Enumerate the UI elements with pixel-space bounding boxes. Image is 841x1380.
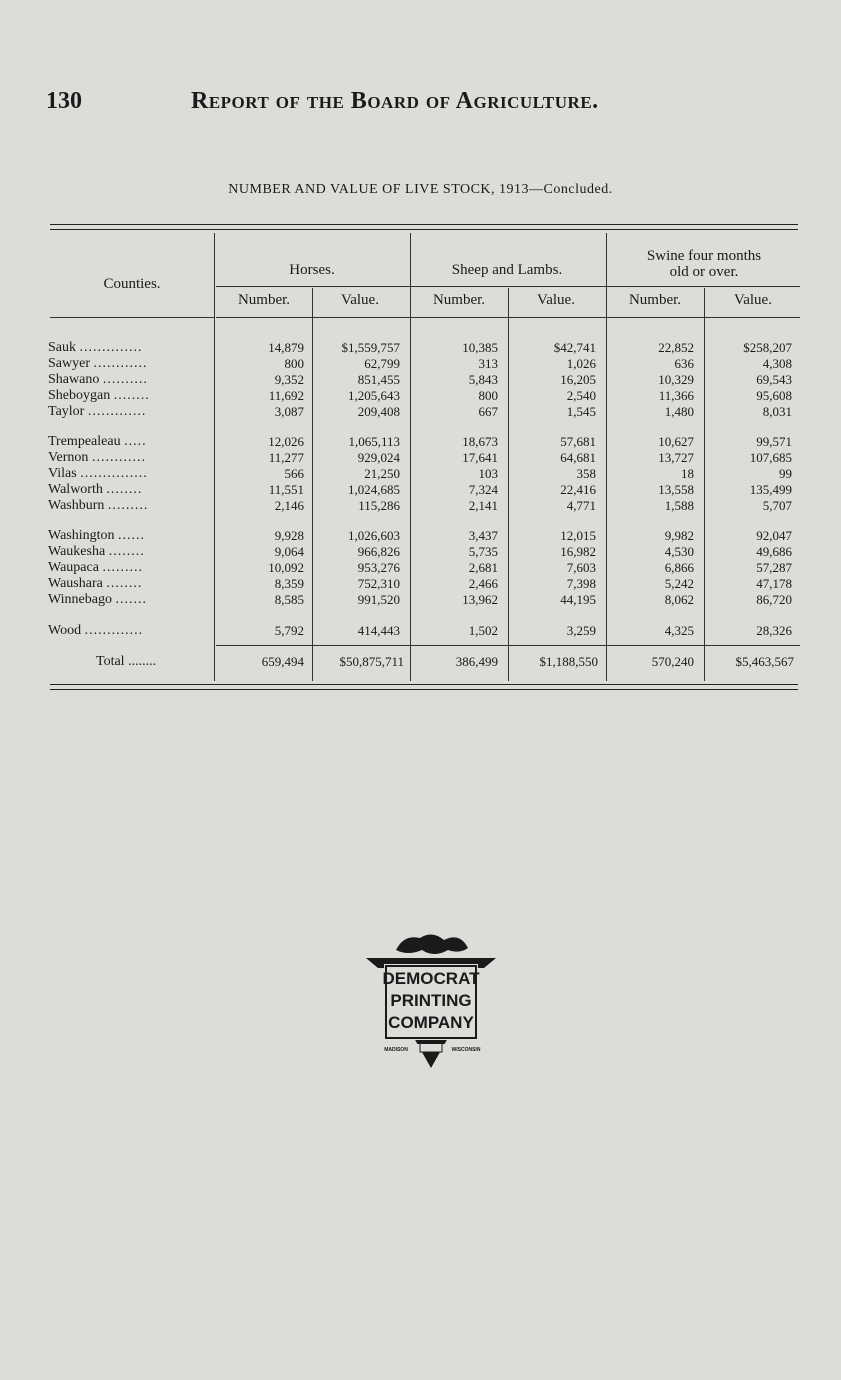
cell: 69,543 — [756, 372, 792, 387]
cell: 11,551 — [268, 482, 304, 497]
cell: 4,308 — [762, 356, 792, 371]
cell: 13,962 — [462, 592, 498, 607]
cell: 10,385 — [462, 340, 498, 355]
table-row-county: Washington ...... — [48, 528, 146, 543]
cell: 8,062 — [664, 592, 694, 607]
cell: 11,692 — [268, 388, 304, 403]
cell: 14,879 — [268, 340, 304, 355]
cell: 800 — [478, 388, 498, 403]
header-counties: Counties. — [103, 276, 161, 292]
cell: 16,205 — [560, 372, 596, 387]
cell: 8,031 — [762, 404, 792, 419]
page-number: 130 — [46, 88, 82, 114]
printer-logo-icon — [364, 928, 498, 1072]
cell: 10,092 — [268, 560, 304, 575]
running-head: Report of the Board of Agriculture. — [191, 88, 599, 114]
cell: 13,727 — [658, 450, 694, 465]
cell: 5,735 — [468, 544, 498, 559]
cell: 3,437 — [468, 528, 498, 543]
cell: 18 — [681, 466, 694, 481]
cell: 16,982 — [560, 544, 596, 559]
cell: 1,588 — [664, 498, 694, 513]
header-horses-value: Value. — [341, 292, 379, 308]
total-cell: 386,499 — [455, 654, 498, 669]
cell: 209,408 — [357, 404, 400, 419]
cell: 2,466 — [468, 576, 498, 591]
header-sheep-number: Number. — [432, 292, 486, 308]
table-row-county: Washburn ......... — [48, 498, 149, 513]
table-row-county: Vilas ............... — [48, 466, 148, 481]
table-row-county: Waukesha ........ — [48, 544, 145, 559]
page-header — [46, 88, 806, 122]
total-label: Total ........ — [96, 654, 157, 669]
table-row-county: Wood ............. — [48, 623, 144, 638]
cell: 4,325 — [664, 623, 694, 638]
cell: 667 — [478, 404, 498, 419]
cell: 4,530 — [664, 544, 694, 559]
cell: 929,024 — [357, 450, 400, 465]
cell: 9,352 — [274, 372, 304, 387]
cell: 1,026,603 — [348, 528, 400, 543]
header-swine-value: Value. — [734, 292, 772, 308]
cell: 3,259 — [566, 623, 596, 638]
cell: 49,686 — [756, 544, 792, 559]
column-divider — [214, 233, 215, 681]
cell: 966,826 — [357, 544, 400, 559]
cell: 12,015 — [560, 528, 596, 543]
cell: 62,799 — [364, 356, 400, 371]
cell: 12,026 — [268, 434, 304, 449]
cell: 1,502 — [468, 623, 498, 638]
cell: 99 — [779, 466, 792, 481]
table-row-county: Shawano .......... — [48, 372, 148, 387]
total-cell: 570,240 — [651, 654, 694, 669]
total-cell: $5,463,567 — [735, 654, 794, 669]
cell: 22,852 — [658, 340, 694, 355]
bottom-rule — [50, 684, 798, 685]
cell: 1,480 — [664, 404, 694, 419]
cell: 5,843 — [468, 372, 498, 387]
cell: $258,207 — [743, 340, 792, 355]
table-row-county: Walworth ........ — [48, 482, 143, 497]
logo-line-1: DEMOCRAT — [382, 969, 480, 988]
cell: 86,720 — [756, 592, 792, 607]
cell: 636 — [674, 356, 694, 371]
cell: 414,443 — [357, 623, 400, 638]
table-row-county: Sheboygan ........ — [48, 388, 150, 403]
cell: 11,366 — [658, 388, 694, 403]
cell: 1,205,643 — [348, 388, 400, 403]
cell: 752,310 — [357, 576, 400, 591]
cell: 7,398 — [566, 576, 596, 591]
table-row-county: Waushara ........ — [48, 576, 143, 591]
logo-line-3: COMPANY — [388, 1013, 474, 1032]
cell: $1,559,757 — [341, 340, 400, 355]
table-row-county: Vernon ............ — [48, 450, 146, 465]
cell: 9,928 — [274, 528, 304, 543]
total-rule — [216, 645, 800, 646]
cell: 2,141 — [468, 498, 498, 513]
cell: 1,065,113 — [348, 434, 400, 449]
cell: 9,064 — [274, 544, 304, 559]
cell: 991,520 — [357, 592, 400, 607]
cell: 9,982 — [664, 528, 694, 543]
cell: 95,608 — [756, 388, 792, 403]
cell: 92,047 — [756, 528, 792, 543]
header-swine-2: old or over. — [669, 264, 739, 280]
cell: 11,277 — [268, 450, 304, 465]
cell: 8,585 — [274, 592, 304, 607]
cell: 2,146 — [274, 498, 304, 513]
header-swine-1: Swine four months — [646, 248, 762, 264]
total-cell: $50,875,711 — [339, 654, 404, 669]
header-sheep-value: Value. — [537, 292, 575, 308]
table-row-county: Sawyer ............ — [48, 356, 148, 371]
cell: 21,250 — [364, 466, 400, 481]
cell: 1,026 — [566, 356, 596, 371]
table-row-county: Winnebago ....... — [48, 592, 147, 607]
total-cell: $1,188,550 — [539, 654, 598, 669]
cell: 10,627 — [658, 434, 694, 449]
cell: 7,324 — [468, 482, 498, 497]
logo-right-small: WISCONSIN — [451, 1047, 481, 1053]
table-title: NUMBER AND VALUE OF LIVE STOCK, 1913—Concluded. — [228, 182, 613, 197]
header-swine-number: Number. — [628, 292, 682, 308]
cell: 2,681 — [468, 560, 498, 575]
cell: 851,455 — [357, 372, 400, 387]
cell: 1,024,685 — [348, 482, 400, 497]
header-rule-counties — [50, 317, 214, 318]
cell: 103 — [478, 466, 498, 481]
cell: 135,499 — [749, 482, 792, 497]
top-rule-2 — [50, 229, 798, 230]
cell: $42,741 — [553, 340, 596, 355]
cell: 6,866 — [664, 560, 694, 575]
cell: 99,571 — [756, 434, 792, 449]
cell: 3,087 — [274, 404, 304, 419]
cell: 17,641 — [462, 450, 498, 465]
total-cell: 659,494 — [261, 654, 304, 669]
cell: 566 — [284, 466, 304, 481]
cell: 358 — [576, 466, 596, 481]
cell: 5,707 — [762, 498, 792, 513]
cell: 5,792 — [274, 623, 304, 638]
cell: 8,359 — [274, 576, 304, 591]
cell: 28,326 — [756, 623, 792, 638]
cell: 7,603 — [566, 560, 596, 575]
cell: 115,286 — [358, 498, 400, 513]
cell: 64,681 — [560, 450, 596, 465]
logo-line-2: PRINTING — [390, 991, 472, 1010]
cell: 107,685 — [749, 450, 792, 465]
cell: 22,416 — [560, 482, 596, 497]
cell: 10,329 — [658, 372, 694, 387]
header-group-rule — [216, 286, 800, 287]
table-row-county: Taylor ............. — [48, 404, 147, 419]
cell: 18,673 — [462, 434, 498, 449]
cell: 313 — [478, 356, 498, 371]
cell: 44,195 — [560, 592, 596, 607]
logo-left-small: MADISON — [384, 1047, 408, 1053]
cell: 2,540 — [566, 388, 596, 403]
header-horses: Horses. — [289, 262, 335, 278]
table-row-county: Waupaca ......... — [48, 560, 143, 575]
cell: 953,276 — [357, 560, 400, 575]
cell: 800 — [284, 356, 304, 371]
cell: 57,287 — [756, 560, 792, 575]
bottom-rule-2 — [50, 689, 798, 690]
header-sheep: Sheep and Lambs. — [451, 262, 563, 278]
header-horses-number: Number. — [237, 292, 291, 308]
cell: 4,771 — [566, 498, 596, 513]
table-row-county: Trempealeau ..... — [48, 434, 147, 449]
cell: 57,681 — [560, 434, 596, 449]
cell: 13,558 — [658, 482, 694, 497]
cell: 5,242 — [664, 576, 694, 591]
table-row-county: Sauk .............. — [48, 340, 143, 355]
cell: 47,178 — [756, 576, 792, 591]
cell: 1,545 — [566, 404, 596, 419]
top-rule — [50, 224, 798, 225]
